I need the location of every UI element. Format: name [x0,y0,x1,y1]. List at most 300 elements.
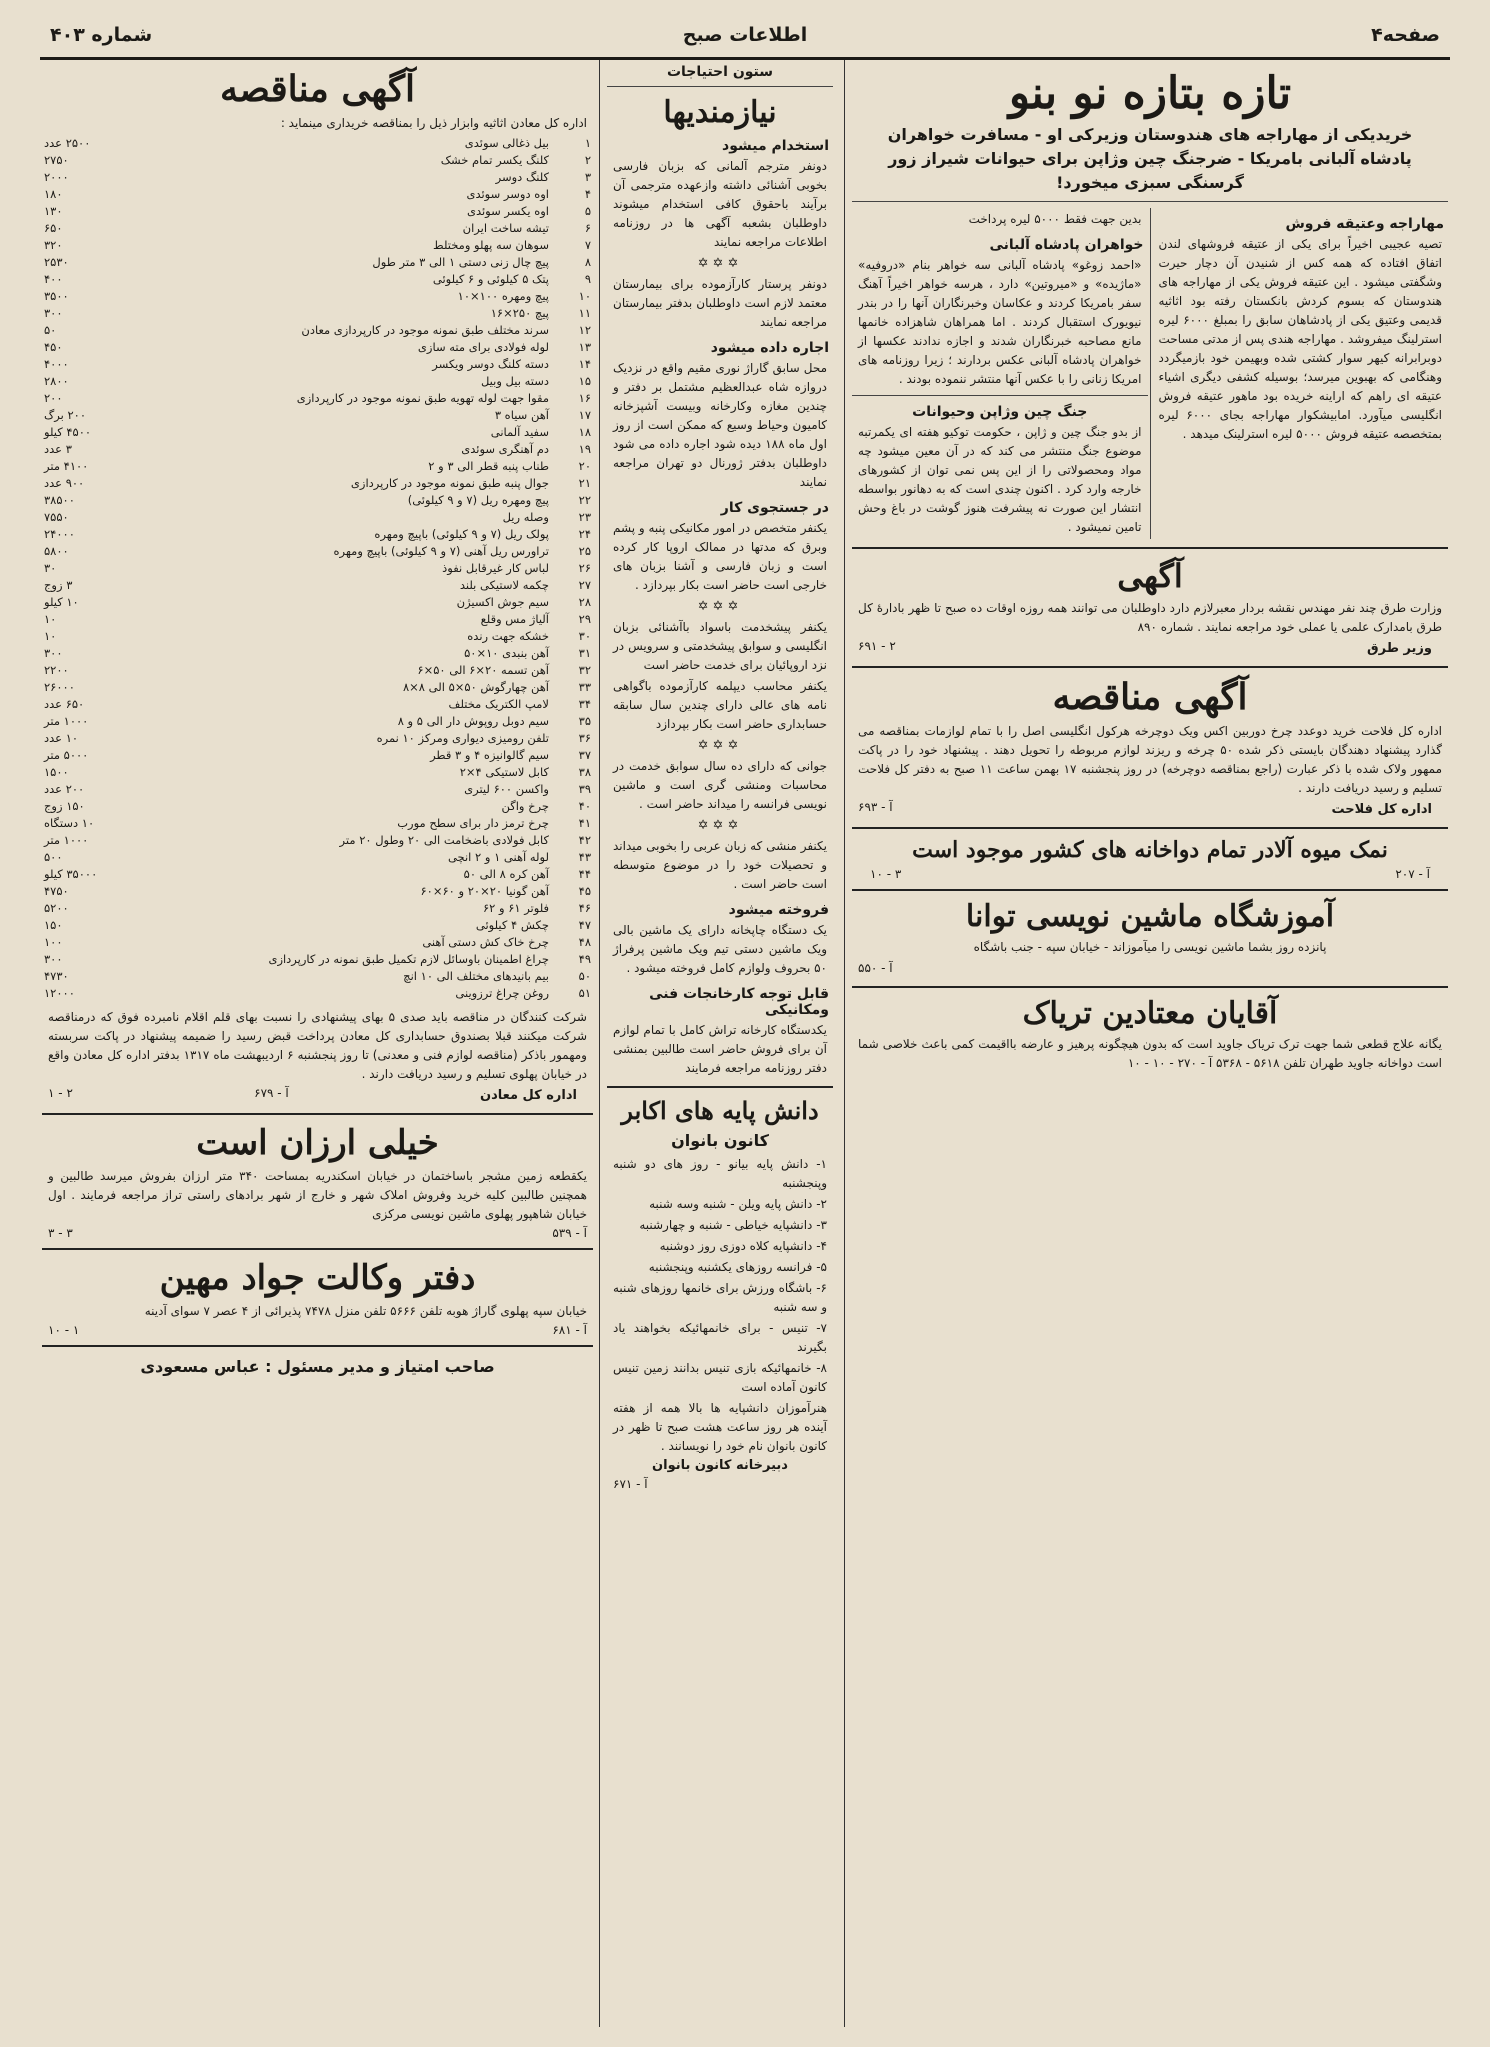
tender-item-description: واکسن ۶۰۰ لیتری [464,782,549,796]
tender-item-row [40,407,595,424]
tender-item-row [40,152,595,169]
tender-item-number: ۴۸ [578,935,591,949]
tender-item-description: پیچ ومهره ۱۰۰×۱۰ [457,289,549,303]
tender-item-quantity: ۳۰۰ [44,306,63,320]
tender-item-description: روغن چراغ ترزوینی [455,986,549,1000]
tender-item-row [40,373,595,390]
tender-item-number: ۲۲ [578,493,591,507]
tender-item-description: پیچ ومهره ریل (۷ و ۹ کیلوئی) [407,493,549,507]
newspaper-name: اطلاعات صبح [682,24,808,46]
tender-intro: اداره کل معادن اثاثیه وابزار ذیل را بمناقصه خریداری مینماید : [280,116,587,130]
tender-item-number: ۷ [584,238,591,252]
tender-item-description: تیشه ساخت ایران [462,221,549,235]
tender-item-row [40,305,595,322]
tender-item-row [40,390,595,407]
tender-item-description: بیم بانیدهای مختلف الی ۱۰ انچ [403,969,549,983]
tender-item-row [40,220,595,237]
tender-item-row [40,475,595,492]
divider [852,827,1448,829]
tender-item-number: ۲۸ [578,595,591,609]
tender-item-row [40,424,595,441]
tender-item-number: ۳۷ [578,748,591,762]
tender-item-row [40,713,595,730]
tender-ref: ۲ - ۱ [48,1086,73,1100]
tender-item-quantity: ۲۷۵۰ [44,153,69,167]
tender-item-description: آهن کره ۸ الی ۵۰ [463,867,549,881]
tender-item-row [40,288,595,305]
tender-item-quantity: ۳ عدد [44,442,72,456]
tender-item-row [40,560,595,577]
tender-item-row [40,543,595,560]
divider [852,889,1448,891]
tender-item-row [40,849,595,866]
tender-item-number: ۳۳ [578,680,591,694]
course-item: ۵- فرانسه روزهای یکشنبه وپنجشنبه [648,1260,827,1274]
tender-item-row [40,356,595,373]
tender-item-number: ۳۲ [578,663,591,677]
course-item: ۳- دانشپایه خیاطی - شنبه و چهارشنبه [639,1218,827,1232]
classified-text: جوانی که دارای ده سال سوابق خدمت در محاسبات ومنشی گری است و ماشین نویسی فرانسه را میداند حاضر است . [613,759,827,811]
tender-title: آگهی مناقصه [219,68,416,110]
ad-footer [48,1226,587,1240]
tender-item-row [40,815,595,832]
tender-item-description: چکش ۴ کیلوئی [475,918,549,932]
tender-item-description: تلفن رومیزی دیواری ومرکز ۱۰ نمره [376,731,549,745]
tender-item-row [40,441,595,458]
tender-item-quantity: ۱۵۰ زوج [44,799,85,813]
classifieds-title: نیازمندیها [663,95,777,130]
tender-item-row [40,254,595,271]
tender-item-quantity: ۵۸۰۰ [44,544,69,558]
tender-item-row [40,866,595,883]
tender-item-number: ۱۲ [578,323,591,337]
divider [852,395,1148,396]
tender-item-row [40,985,595,1002]
section-ref: آ - ۶۷۱ [613,1477,648,1491]
tender-item-number: ۴۲ [578,833,591,847]
course-item: ۷- تنیس - برای خانمهائیکه بخواهند یاد بگیرند [613,1321,827,1354]
tender-item-number: ۴۹ [578,952,591,966]
tender-item-description: آهن سیاه ۳ [494,408,549,422]
notice-ref: ۲ - ۶۹۱ [858,639,896,653]
classified-text: یک دستگاه چاپخانه دارای یک ماشین بالی ویک ماشین دستی تیم ویک ماشین پرفراژ ۵۰ بحروف ولوازم کامل فروخته میشود . [613,923,827,975]
tender-item-row [40,628,595,645]
category-title: اجاره داده میشود [710,340,829,356]
tender-item-number: ۳۱ [578,646,591,660]
star-divider: ✡✡✡ [697,818,743,833]
tender-item-row [40,781,595,798]
tender-item-quantity: ۱۲۰۰۰ [44,986,75,1000]
tender-item-number: ۴۱ [578,816,591,830]
tender-item-row [40,917,595,934]
tender-item-row [40,577,595,594]
tender-item-row [40,339,595,356]
tender-item-quantity: ۳۲۰ [44,238,63,252]
tender-item-description: پیچ ۲۵۰×۱۶ [490,306,549,320]
tender-item-quantity: ۴۰۰۰ [44,357,69,371]
tender-item-number: ۴۴ [578,867,591,881]
tender-item-description: سیم دوبل روپوش دار الی ۵ و ۸ [397,714,549,728]
divider [42,1113,593,1115]
tender-item-row [40,203,595,220]
classified-text: یکنفر منشی که زبان عربی را بخوبی میداند و تحصیلات خود را در موضوع متوسطه است حاضر است . [613,839,827,891]
tender-signature: اداره کل معادن [480,1088,577,1103]
course-list [605,1155,835,1397]
ad-footer [48,1323,587,1337]
tender-item-number: ۳۶ [578,731,591,745]
news-subcolumn [850,208,1151,539]
classified-text: یکنفر پیشخدمت باسواد باآشنائی بزبان انگلیسی و سوابق پیشخدمتی و سرویس در نزد اروپائیان برای خدمت حاضر است [613,620,827,672]
tender-item-number: ۳۵ [578,714,591,728]
tender-item-number: ۵ [584,204,591,218]
tender-item-row [40,611,595,628]
tender-item-quantity: ۲۵۳۰ [44,255,69,269]
tender-item-number: ۲۶ [578,561,591,575]
tender-item-quantity: ۵۰ [44,323,57,337]
tender-item-quantity: ۴۰۰ [44,272,63,286]
ad-title: آموزشگاه ماشین نویسی توانا [965,899,1335,934]
tender-item-quantity: ۲۴۰۰۰ [44,527,75,541]
tender-item-description: آلیاژ مس وقلع [480,612,549,626]
news-subcolumn [1151,208,1451,539]
tender-item-description: جوال پنبه طبق نمونه موجود در کارپردازی [350,476,549,490]
notice-text: وزارت طرق چند نفر مهندس نقشه بردار معبرلازم دارد داوطلبان می توانند همه روزه اوقات ده صبح تا ظهر بادارۀ کل طرق بامدارک علمی یا عملی خود مراجعه نمایند . شماره ۸۹۰ [858,601,1442,634]
section-title: دانش پایه های اکابر [621,1096,819,1125]
tender-item-quantity: ۴۵۰ [44,340,63,354]
tender-item-row [40,696,595,713]
ad-text: پانزده روز بشما ماشین نویسی را میآموزاند - خیابان سپه - جنب باشگاه [973,940,1327,954]
tender-item-number: ۲۹ [578,612,591,626]
tender-item-quantity: ۲۰۰ برگ [44,408,87,422]
star-divider: ✡✡✡ [697,599,743,614]
tender-item-quantity: ۷۵۵۰ [44,510,69,524]
tender-item-number: ۴۵ [578,884,591,898]
tender-item-quantity: ۳ زوج [44,578,73,592]
tender-item-quantity: ۴۵۰۰ کیلو [44,425,92,439]
tender-item-row [40,679,595,696]
tender-item-quantity: ۲۰۰ عدد [44,782,85,796]
ad-ref: ۳ - ۳ [48,1226,73,1240]
article-text: تصیه عجیبی اخیراً برای یکی از عتیقه فروشهای لندن اتفاق افتاده که همه کس از شنیدن آن دچار حیرت وشگفتی میشود . این عتیقه فروش یکی از مهاراجه های هندوستان که بسوم کردش بانکستان رفته بود اثاثیه قدیمی وعتیق یکی از پادشاهان سابق را بمبلغ ۶۰۰۰ لیره استرلینگ میفروشد . مهاراجه هندی پس از مدتی مساحت دوبرابرانه کیهر سوار کشتی شده وبهیمن خود بازمیگردد وهنگامی که بهبوین میرسد؛ بوسیله کشفی دیگری اشیاء عتیقه ای راهم که اراینه خریده بود ماهور عتیقه فروش انگلیسی میآورد. امابیشکوار مهاراجه بجای ۶۰۰۰ لیره بمتخصصه عتیقه فروش ۵۰۰۰ لیره استرلینک میدهد . [1158,237,1443,441]
tender-item-description: لوله آهنی ۱ و ۲ انچی [447,850,549,864]
tender-item-number: ۲۵ [578,544,591,558]
section-subtitle: کانون بانوان [671,1131,769,1150]
tender-item-row [40,237,595,254]
tender-ref: آ - ۶۷۹ [254,1086,289,1100]
tender-item-number: ۲ [584,153,591,167]
tender-item-number: ۵۱ [578,986,591,1000]
tender-item-quantity: ۶۵۰ عدد [44,697,85,711]
tender-item-description: اوه دوسر سوئدی [466,187,549,201]
course-item: ۸- خانمهائیکه بازی تنیس بدانند زمین تنیس کانون آماده است [613,1361,827,1394]
tender-item-description: دسته کلنگ دوسر ویکسر [432,357,549,371]
tender-item-description: فلوتر ۶۱ و ۶۲ [482,901,549,915]
article-text: از بدو جنگ چین و ژاپن ، حکومت توکیو هفته ای یکمرتبه موضوع جنگ منتشر می کند که در آن معین میشود چه مواد ومحصولاتی را از این پس نمی توان از کشورهای خارجه وارد کرد . اکنون چندی است که به دهانور بواسطه انتشار این صورت نه پیشرفت هنوز گوشت در باغ وحش تامین نمیشود . [858,425,1142,534]
tender-footer [858,800,1442,819]
tender-item-description: لوله فولادی برای مته سازی [417,340,549,354]
star-divider: ✡✡✡ [697,256,743,271]
tender-item-number: ۱۷ [578,408,591,422]
category-title: فروخته میشود [728,902,829,918]
tender-item-description: سیم گالوانیزه ۴ و ۳ قطر [430,748,549,762]
tender-item-number: ۳۹ [578,782,591,796]
tender-item-number: ۴۶ [578,901,591,915]
ad-ref: آ - ۶۸۱ [552,1323,587,1337]
tender-item-quantity: ۳۵۰۰۰ کیلو [44,867,98,881]
tender-item-row [40,900,595,917]
tender-item-description: لامپ الکتریک مختلف [448,697,549,711]
tender-item-number: ۳ [584,170,591,184]
ad-ref: ۱ - ۱۰ [48,1323,80,1337]
tender-item-quantity: ۱۸۰ [44,187,63,201]
tender-item-number: ۲۱ [578,476,591,490]
tender-item-row [40,832,595,849]
news-subheadline: خریدیکی از مهاراجه های هندوستان وزیرکی او - مسافرت خواهران پادشاه آلبانی بامریکا - ضرجنگ چین وژاپن برای حیوانات شیراز زور گرسنگی سبزی میخورد! [887,125,1413,192]
classified-text: دونفر پرستار کارآزموده برای بیمارستان معتمد لازم است داوطلبان بدفتر بیمارستان مراجعه نمایند [613,277,827,329]
tender-item-description: تراورس ریل آهنی (۷ و ۹ کیلوئی) باپیچ ومهره [333,544,549,558]
tender-item-description: دسته بیل وبیل [480,374,549,388]
tender-item-quantity: ۲۵۰۰ عدد [44,136,91,150]
tender-item-number: ۳۴ [578,697,591,711]
news-two-columns [850,208,1450,539]
classified-text: دونفر مترجم آلمانی که بزبان فارسی بخوبی آشنائی داشته وازعهده مترجمی آن برآیند باحقوق کافی استخدام میشوند داوطلبان بشعبه آگهی ها در روزنامه اطلاعات مراجعه نمایند [613,159,827,249]
tender-item-row [40,934,595,951]
divider [607,86,833,87]
tender-title: آگهی مناقصه [1052,676,1248,718]
tender-item-quantity: ۴۷۵۰ [44,884,69,898]
tender-item-quantity: ۵۰۰۰ متر [44,748,89,762]
tender-item-description: اوه یکسر سوئدی [466,204,549,218]
tender-item-description: طناب پنبه قطر الی ۳ و ۲ [428,459,549,473]
tender-item-quantity: ۱۰ [44,629,57,643]
tender-item-quantity: ۳۸۵۰۰ [44,493,75,507]
article-title: خواهران پادشاه آلبانی [989,237,1144,253]
divider [42,1345,593,1347]
tender-item-row [40,662,595,679]
tender-item-row [40,135,595,152]
classified-text: محل سابق گاراژ نوری مقیم واقع در نزدیک دروازه شاه عبدالعظیم مشتمل بر دفتر و چندین مغازه وکارخانه وبیست آشپزخانه کامیون وحیاط وسیع که ممکن است از روز اول ماه ۱۸۸ دیده شود اجاره داده می شود داوطلبان بدفتر ژورنال دو تهران مراجعه نمایند [613,361,827,489]
tender-item-number: ۴ [584,187,591,201]
category-title: قابل توجه کارخانجات فنی ومکانیکی [649,986,829,1018]
tender-item-quantity: ۵۲۰۰ [44,901,69,915]
tender-item-quantity: ۱۰۰۰ متر [44,833,89,847]
tender-item-description: سوهان سه پهلو ومختلط [433,238,549,252]
ad-title: آقایان معتادین تریاک [1022,996,1278,1031]
tender-item-row [40,271,595,288]
tender-item-number: ۵۰ [578,969,591,983]
tender-item-row [40,730,595,747]
category-title: در جستجوی کار [720,500,829,516]
column-divider [599,60,600,2027]
tender-text: اداره کل فلاحت خرید دوعدد چرخ دوربین اکس ویک دوچرخه هرکول انگلیسی اصل را با تمام لوازمات بمناقصه می گذارد پیشنهاد دهندگان بایستی ذکر شده ۵۰ چرخه و ریزند لوازم مربوطه را تحویل دهند . پیشنهاد خود را در پاکت ممهور ولاک شده با ذکر عبارت (راجع بمناقصه دوچرخه) در روز پنجشنبه ۱۷ بهمن ساعت ۱۱ صبح به دفتر کل فلاحت تسلیم و رسید دریافت دارند . [858,724,1443,795]
course-item: ۲- دانش پایه ویلن - شنبه وسه شنبه [649,1197,827,1211]
page-header [40,14,1450,56]
tender-column [40,60,595,2027]
classified-text: یکنفر متخصص در امور مکانیکی پنبه و پشم وبرق که مدتها در ممالک اروپا کار کرده است و زبان فارسی و آشنا بزبان های خارجی است حاضر است بکار بپردازد . [613,521,827,592]
column-divider [844,60,845,2027]
tender-item-description: چرخ واگن [501,799,549,813]
tender-item-quantity: ۱۰ دستگاه [44,816,95,830]
tender-item-number: ۱۱ [578,306,591,320]
article-text: «احمد زوغو» پادشاه آلبانی سه خواهر بنام «دروفیه» «ماژیده» و «میروتین» دارد ، هرسه خواهر اخیراً آهنگ سفر بامریکا کردند و عکاسان وخبرنگاران آنها را در بندر نیویورک استقبال کردند . اما همراهان شاهزاده خانمها مانع مصاحبه خبرنگاران شدند و اجازه ندادند عکسها از خواهران پادشاه آلبانی عکس بردارند ؛ زیرا روزنامه های امریکا زنانی را با عکس آنها منتشر ننموده بودند . [858,258,1142,386]
tender-item-quantity: ۲۰۰ [44,391,63,405]
tender-item-row [40,186,595,203]
tender-item-number: ۱۴ [578,357,591,371]
tender-item-description: کابل لاستیکی ۴×۲ [459,765,549,779]
classified-text: یکدستگاه کارخانه تراش کامل با تمام لوازم آن برای فروش حاضر است طالبین بمنشی دفتر روزنامه مراجعه فرمایند [613,1023,827,1075]
tender-item-quantity: ۳۵۰۰ [44,289,69,303]
course-item: ۶- باشگاه ورزش برای خانمها روزهای شنبه و سه شنبه [613,1281,827,1314]
page-number: صفحه۴ [1371,24,1440,46]
tender-item-number: ۴۷ [578,918,591,932]
tender-item-description: کابل فولادی باضخامت الی ۲۰ وطول ۲۰ متر [339,833,549,847]
tender-item-number: ۱۳ [578,340,591,354]
issue-number: شماره ۴۰۳ [50,24,153,46]
tender-item-quantity: ۱۰ کیلو [44,595,79,609]
tender-item-quantity: ۱۵۰ [44,918,63,932]
tender-item-description: چراغ اطمینان باوسائل لازم تکمیل طبق نمونه در کارپردازی [268,952,549,966]
tender-item-number: ۲۰ [578,459,591,473]
tender-item-row [40,169,595,186]
tender-item-description: چکمه لاستیکی بلند [459,578,549,592]
news-headline: تازه بتازه نو بنو [1008,68,1292,119]
news-column [850,60,1450,2027]
tender-item-quantity: ۱۰ [44,612,57,626]
tender-item-row [40,594,595,611]
tender-item-number: ۱۵ [578,374,591,388]
tender-item-number: ۱۰ [578,289,591,303]
tender-item-description: آهن بنبدی ۱۰×۵۰ [464,646,549,660]
tender-item-description: آهن چهارگوش ۵۰×۵ الی ۸×۸ [402,680,549,694]
tender-item-quantity: ۶۵۰ [44,221,63,235]
tender-item-quantity: ۲۰۰۰ [44,170,69,184]
course-item: ۱- دانش پایه بیانو - روز های دو شنبه وپنجشنبه [613,1157,827,1190]
divider [42,1248,593,1250]
notice-signature: وزیر طرق [1366,641,1432,656]
tender-item-description: پیچ چال زنی دستی ۱ الی ۳ متر طول [372,255,549,269]
ad-ref: آ - ۵۵۰ [858,961,893,975]
tender-item-row [40,747,595,764]
category-title: استخدام میشود [722,138,829,154]
tender-items-table [40,135,595,1002]
publisher-line: صاحب امتیاز و مدیر مسئول : عباس مسعودی [140,1357,495,1376]
tender-item-number: ۸ [584,255,591,269]
tender-item-row [40,764,595,781]
section-signature: دبیرخانه کانون بانوان [652,1458,788,1473]
ad-text: یکقطعه زمین مشجر باساختمان در خیابان اسکندریه بمساحت ۳۴۰ متر ارزان بفروش میرسد طالبین و همچنین طالبین کلیه خرید وفروش املاک شهر و خارج از شهر برادهای راستی تراز مراجعه فرمایند . اول خیابان شاهپور پهلوی ماشین نویسی مرکزی [48,1169,587,1221]
tender-item-quantity: ۴۱۰۰ متر [44,459,89,473]
article-title: مهاراجه وعتیقه فروش [1285,216,1444,232]
tender-item-row [40,883,595,900]
tender-item-number: ۴۰ [578,799,591,813]
tender-item-description: آهن گونیا ۲۰×۲۰ و ۶۰×۶۰ [420,884,549,898]
course-item: ۴- دانشپایه کلاه دوزی روز دوشنبه [659,1239,827,1253]
ad-ref: آ - ۵۳۹ [552,1226,587,1240]
article-text: بدین جهت فقط ۵۰۰۰ لیره پرداخت [968,212,1142,226]
ad-ref: ۳ - ۱۰ [870,867,902,881]
tender-item-description: پولک ریل (۷ و ۹ کیلوئی) باپیچ ومهره [374,527,549,541]
ad-title [850,837,1450,863]
tender-item-quantity: ۳۰۰ [44,952,63,966]
tender-signature: اداره کل فلاحت [1331,802,1432,817]
divider [852,201,1448,202]
ad-text: یگانه علاج قطعی شما جهت ترک تریاک جاوید است که بدون هیچگونه پرهیز و عارضه بااقیمت کمی باعث خلاصی شما است دواخانه جاوید طهران تلفن ۵۶۱۸ - ۵۳۶۸ آ - ۲۷۰ - ۱۰ - ۱۰ [858,1037,1442,1070]
tender-item-number: ۳۰ [578,629,591,643]
tender-item-number: ۳۸ [578,765,591,779]
tender-item-number: ۲۴ [578,527,591,541]
tender-item-number: ۱۶ [578,391,591,405]
tender-item-row [40,798,595,815]
tender-item-row [40,645,595,662]
ad-footer [870,867,1430,881]
tender-item-description: سیم جوش اکسیژن [456,595,549,609]
tender-item-number: ۱۸ [578,425,591,439]
ad-ref: آ - ۲۰۷ [1395,867,1430,881]
classifieds-column [605,60,835,2027]
tender-ref: آ - ۶۹۳ [858,800,893,814]
divider [852,547,1448,549]
ad-title: دفتر وکالت جواد مهین [159,1258,476,1298]
ad-title: خیلی ارزان است [196,1123,439,1163]
tender-item-row [40,968,595,985]
tender-item-number: ۲۷ [578,578,591,592]
tender-item-description: خشکه جهت رنده [467,629,549,643]
ad-text: خیابان سپه پهلوی گاراژ هوبه تلفن ۵۶۶۶ تلفن منزل ۷۴۷۸ پذیرائی از ۴ عصر ۷ سوای آدینه [144,1304,587,1318]
tender-footer [48,1086,587,1105]
tender-item-description: بیل ذغالی سوئدی [464,136,549,150]
tender-item-description: پتک ۵ کیلوئی و ۶ کیلوئی [432,272,549,286]
tender-item-quantity: ۹۰۰ عدد [44,476,85,490]
tender-item-quantity: ۱۵۰۰ [44,765,69,779]
star-divider: ✡✡✡ [697,738,743,753]
notice-title: آگهی [1117,557,1183,595]
divider [607,1086,833,1088]
classified-text: یکنفر محاسب دیپلمه کارآزموده باگواهی نامه های عالی دارای چندین سال سابقه حسابداری حاضر است بکار بپردازد [613,679,827,731]
tender-item-description: سرند مختلف طبق نمونه موجود در کارپردازی معادن [301,323,549,337]
tender-item-quantity: ۲۸۰۰ [44,374,69,388]
tender-item-quantity: ۱۳۰ [44,204,63,218]
tender-item-description: مقوا جهت لوله تهویه طبق نمونه موجود در کارپردازی [296,391,549,405]
tender-item-row [40,951,595,968]
tender-item-description: آهن تسمه ۲۰×۶ الی ۵۰×۶ [417,663,549,677]
tender-item-quantity: ۱۰۰ [44,935,63,949]
tender-item-number: ۲۳ [578,510,591,524]
tender-text: شرکت کنندگان در مناقصه باید صدی ۵ بهای پیشنهادی را نسبت بهای قلم اقلام نامبرده فوق که درمناقصه شرکت میکنند قبلا بصندوق حسابداری کل معادن پرداخت قبض رسید را ضمیمه پیشنهاد در پاکت سربسته ومهمور باذکر (مناقصه لوازم فنی و معدنی) تا روز پنجشنبه ۶ اردیبهشت ماه ۱۳۱۷ بدفتر اداره کل معادن واقع در خیابان پهلوی تسلیم و رسید دریافت دارند . [48,1010,587,1081]
tender-item-quantity: ۳۰۰ [44,646,63,660]
tender-item-description: چرخ ترمز دار برای سطح مورب [397,816,549,830]
ad-title-text: نمک میوه آلادر تمام دواخانه های کشور موجود است [912,837,1388,863]
tender-item-quantity: ۲۲۰۰ [44,663,69,677]
tender-item-number: ۱۹ [578,442,591,456]
tender-item-number: ۱ [584,136,591,150]
tender-item-quantity: ۱۰۰۰ متر [44,714,89,728]
tender-item-row [40,509,595,526]
tender-item-quantity: ۳۰ [44,561,57,575]
tender-item-description: چرخ خاک کش دستی آهنی [422,935,549,949]
tender-item-number: ۹ [584,272,591,286]
tender-item-number: ۶ [584,221,591,235]
tender-item-description: وصله ریل [502,510,549,524]
tender-item-row [40,458,595,475]
article-title: جنگ چین وژاپن وحیوانات [912,404,1088,420]
tender-item-description: لباس کار غیرقابل نفوذ [442,561,549,575]
tender-item-description: سفید آلمانی [490,425,549,439]
section-text: هنرآموزان دانشپایه ها بالا همه از هفته آینده هر روز ساعت هشت صبح تا ظهر در کانون بانوان نام خود را نویسانند . [613,1401,827,1453]
tender-item-quantity: ۴۷۳۰ [44,969,69,983]
divider [852,986,1448,988]
tender-item-number: ۴۳ [578,850,591,864]
tender-item-row [40,492,595,509]
